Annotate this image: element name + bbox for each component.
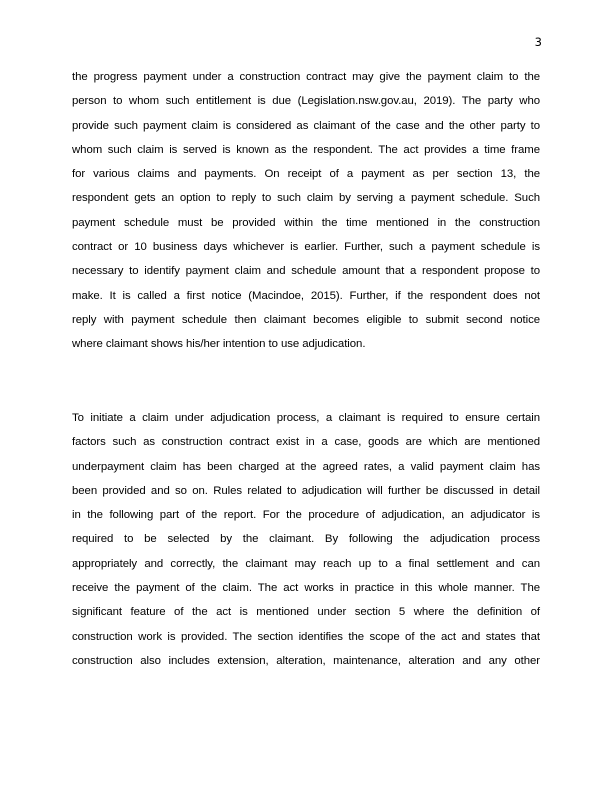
paragraph-line: make. It is called a first notice (Macindoe, 2015). Further, if the respondent does not — [72, 289, 540, 302]
paragraph-line: appropriately and correctly, the claimant may reach up to a final settlement and can — [72, 557, 540, 570]
paragraph-line: the progress payment under a construction contract may give the payment claim to the — [72, 71, 540, 83]
paragraph-line: contract or 10 business days whichever is earlier. Further, such a payment schedule is — [72, 241, 540, 254]
page-number: 3 — [534, 35, 542, 49]
paragraph-line: whom such claim is served is known as the respondent. The act provides a time frame — [72, 143, 540, 156]
paragraph-line: person to whom such entitlement is due (Legislation.nsw.gov.au, 2019). The party who — [72, 95, 540, 108]
paragraph-line: significant feature of the act is mentioned under section 5 where the definition of — [72, 606, 540, 619]
paragraph-line: for various claims and payments. On receipt of a payment as per section 13, the — [72, 168, 540, 181]
paragraph-line: construction also includes extension, alteration, maintenance, alteration and any other — [72, 654, 540, 667]
paragraph-line: construction work is provided. The section identifies the scope of the act and states that — [72, 630, 540, 643]
paragraph-line: been provided and so on. Rules related to adjudication will further be discussed in detail — [72, 484, 540, 497]
paragraph-line: receive the payment of the claim. The act works in practice in this whole manner. The — [72, 582, 540, 595]
paragraph-line: To initiate a claim under adjudication process, a claimant is required to ensure certain — [72, 412, 540, 424]
paragraph-line: payment schedule must be provided within the time mentioned in the construction — [72, 216, 540, 229]
paragraph-line: respondent gets an option to reply to such claim by serving a payment schedule. Such — [72, 192, 540, 205]
paragraph-2 — [72, 406, 540, 673]
paragraph-line: provide such payment claim is considered as claimant of the case and the other party to — [72, 119, 540, 132]
paragraph-line: underpayment claim has been charged at the agreed rates, a valid payment claim has — [72, 460, 540, 473]
paragraph-1 — [72, 65, 540, 357]
paragraph-line: where claimant shows his/her intention to use adjudication. — [72, 338, 366, 351]
paragraph-line: in the following part of the report. For the procedure of adjudication, an adjudicator is — [72, 509, 540, 522]
paragraph-line: reply with payment schedule then claimant becomes eligible to submit second notice — [72, 313, 540, 326]
paragraph-line: necessary to identify payment claim and schedule amount that a respondent propose to — [72, 265, 540, 278]
paragraph-line: factors such as construction contract exist in a case, goods are which are mentioned — [72, 436, 540, 449]
paragraph-line: required to be selected by the claimant. By following the adjudication process — [72, 533, 540, 546]
